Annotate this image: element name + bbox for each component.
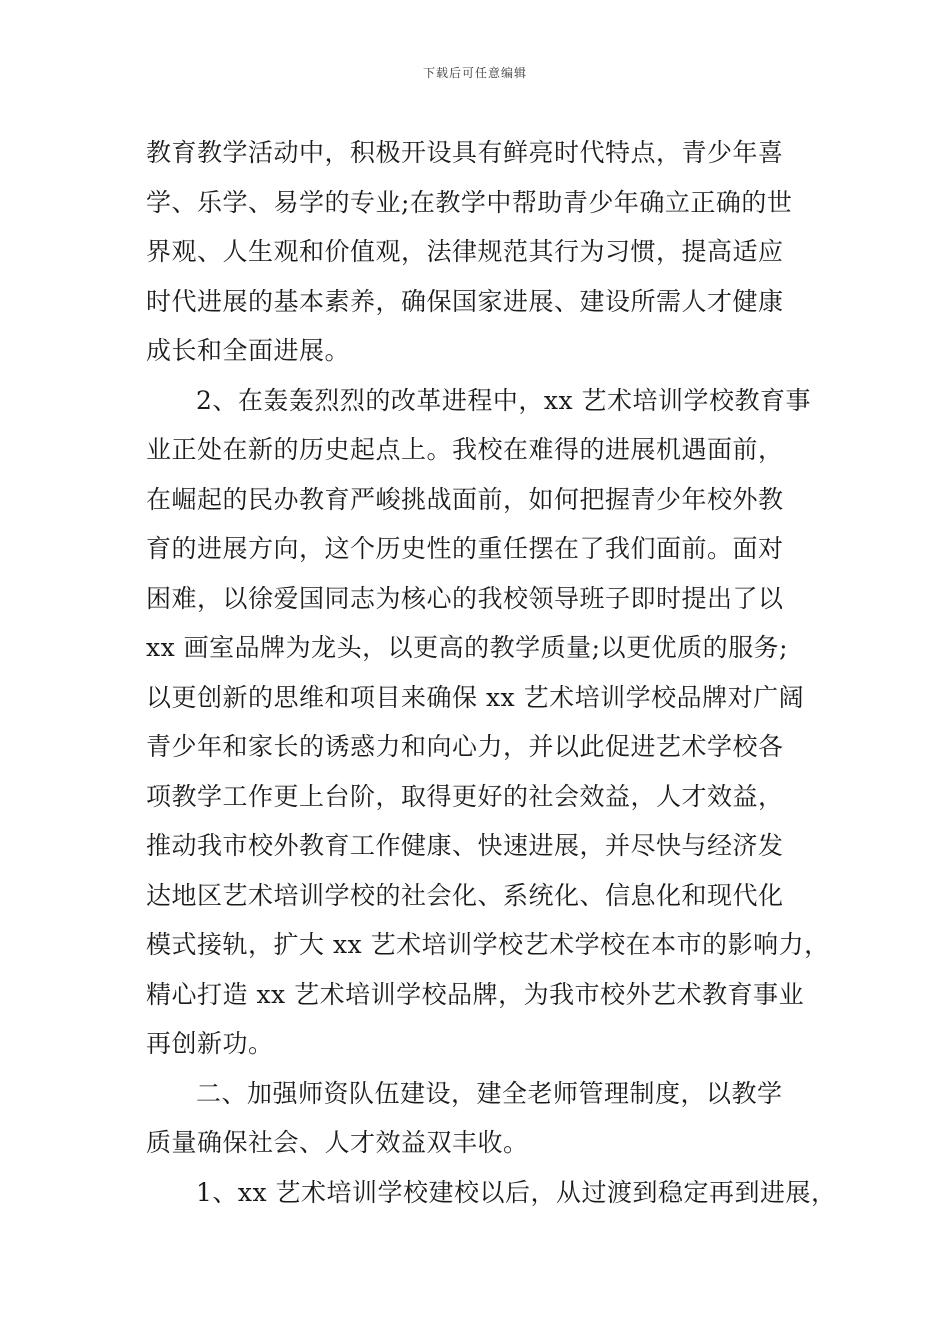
- text-line: 模式接轨，扩大 xx 艺术培训学校艺术学校在本市的影响力，: [146, 930, 830, 959]
- text-line: 青少年和家长的诱惑力和向心力，并以此促进艺术学校各: [146, 732, 784, 761]
- text-line: 在崛起的民办教育严峻挑战面前，如何把握青少年校外教: [146, 484, 784, 514]
- text-line: 以更创新的思维和项目来确保 xx 艺术培训学校品牌对广阔: [146, 682, 805, 712]
- text-line: 时代进展的基本素养，确保国家进展、建设所需人才健康: [146, 286, 784, 316]
- text-line: 再创新功。: [146, 1029, 274, 1058]
- paragraph-start-line: 1、xx 艺术培训学校建校以后，从过渡到稳定再到进展，: [196, 1177, 837, 1207]
- text-line: 达地区艺术培训学校的社会化、系统化、信息化和现代化: [146, 880, 784, 910]
- text-line: 育的进展方向，这个历史性的重任摆在了我们面前。面对: [146, 534, 784, 563]
- text-line: 教育教学活动中，积极开设具有鲜亮时代特点，青少年喜: [146, 138, 784, 167]
- text-line: 项教学工作更上台阶，取得更好的社会效益，人才效益，: [146, 781, 784, 811]
- text-line: 成长和全面进展。: [146, 336, 351, 365]
- text-line: 推动我市校外教育工作健康、快速进展，并尽快与经济发: [146, 831, 784, 860]
- text-line: 界观、人生观和价值观，法律规范其行为习惯，提高适应: [146, 237, 784, 266]
- header-note: 下载后可任意编辑: [422, 66, 527, 80]
- text-line: 学、乐学、易学的专业;在教学中帮助青少年确立正确的世: [146, 187, 793, 217]
- paragraph-start-line: 2、在轰轰烈烈的改革进程中，xx 艺术培训学校教育事: [196, 385, 812, 415]
- text-line: xx 画室品牌为龙头，以更高的教学质量;以更优质的服务;: [146, 633, 788, 662]
- text-line: 困难，以徐爱国同志为核心的我校领导班子即时提出了以: [146, 583, 784, 613]
- document-body: [146, 128, 837, 1217]
- text-line: 质量确保社会、人才效益双丰收。: [146, 1128, 529, 1157]
- section-heading-line: 二、加强师资队伍建设，建全老师管理制度，以教学: [196, 1078, 783, 1108]
- text-line: 业正处在新的历史起点上。我校在难得的进展机遇面前，: [146, 435, 784, 464]
- text-line: 精心打造 xx 艺术培训学校品牌，为我市校外艺术教育事业: [146, 979, 805, 1009]
